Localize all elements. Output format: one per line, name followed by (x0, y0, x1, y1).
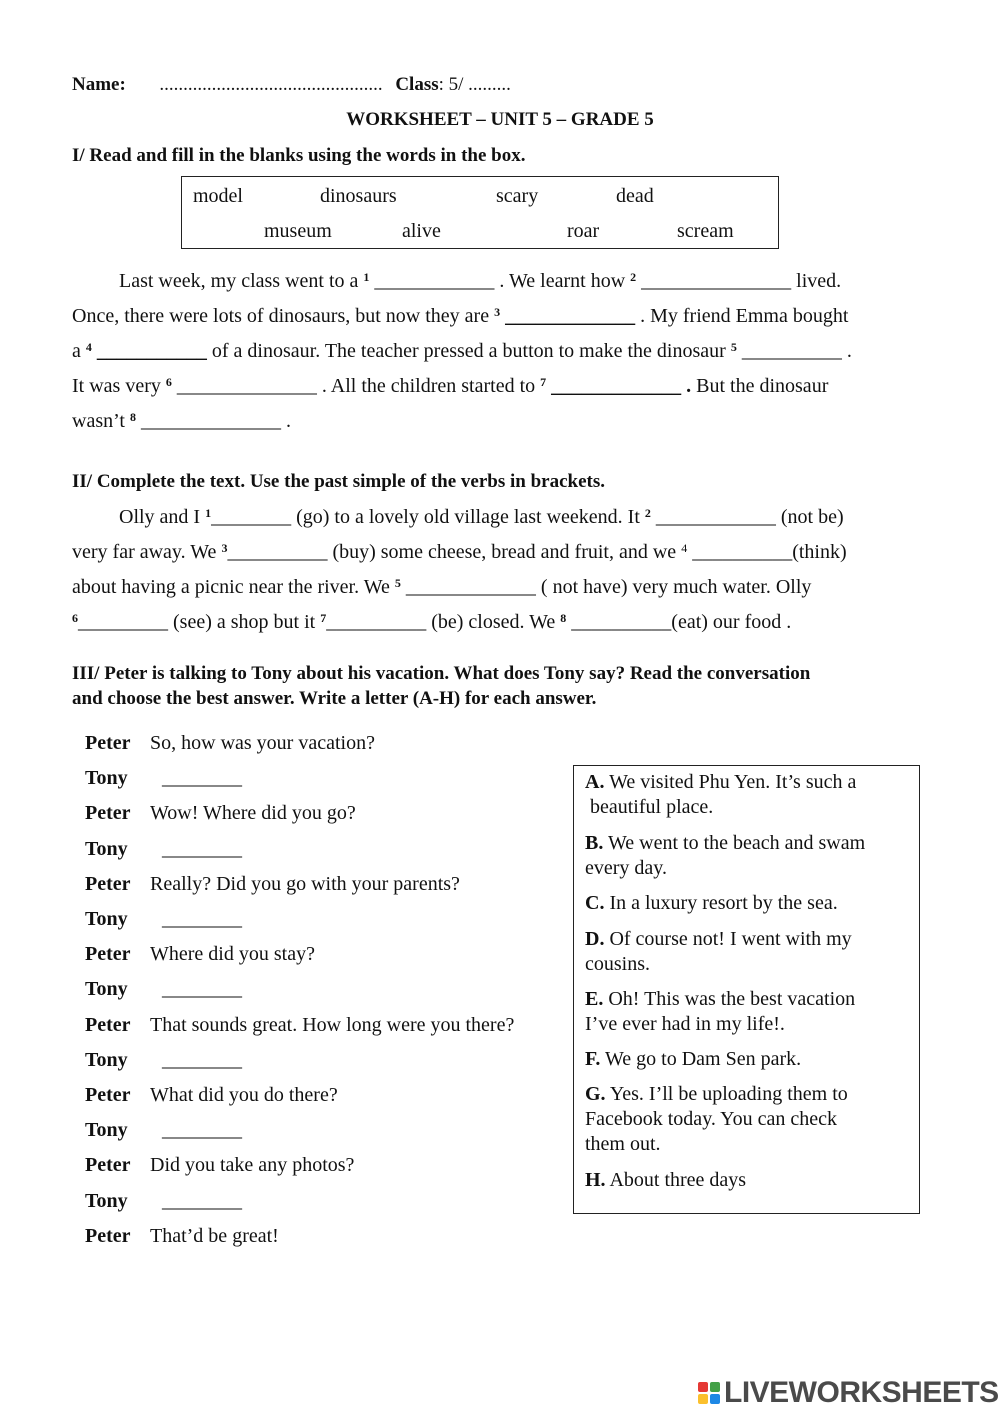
option-text: every day. (585, 857, 667, 879)
word-model: model (193, 185, 243, 207)
answer-blank[interactable]: ________ (162, 1119, 242, 1142)
text: wasn’t (72, 410, 130, 432)
s1-line-5 (72, 410, 291, 433)
option-letter: E. (585, 988, 604, 1010)
blank-5[interactable]: _____________ ( not have) very much water. Olly (400, 576, 812, 598)
s2-line-3 (72, 576, 811, 599)
option-h (585, 1168, 913, 1193)
option-text: Yes. I’ll be uploading them to (605, 1083, 848, 1105)
word-alive: alive (402, 220, 441, 242)
blank-2[interactable]: ____________ (not be) (650, 506, 844, 528)
option-letter: C. (585, 892, 605, 914)
blank-2[interactable]: _______________ lived. (636, 270, 842, 292)
speaker-peter: Peter (85, 1154, 131, 1177)
text: of a dinosaur. The teacher pressed a button to make the dinosaur (206, 340, 731, 362)
blank-3[interactable]: __________ (buy) some cheese, bread and fruit, and we (227, 541, 682, 563)
speaker-peter: Peter (85, 732, 131, 754)
text: very far away. We (72, 541, 222, 563)
blank-number: 7 (540, 375, 547, 389)
speaker-tony: Tony (85, 978, 128, 1001)
blank-number: 8 (129, 410, 136, 424)
option-text: I’ve ever had in my life!. (585, 1013, 785, 1035)
section3-heading-2: and choose the best answer. Write a letter (A-H) for each answer. (72, 688, 597, 709)
class-label: Class (395, 74, 439, 95)
option-e (585, 987, 913, 1037)
dialogue-line: That sounds great. How long were you there? (150, 1013, 515, 1036)
option-letter: G. (585, 1083, 606, 1105)
option-text: Facebook today. You can check (585, 1108, 837, 1130)
speaker-peter: Peter (85, 1013, 131, 1036)
speaker-peter: Peter (85, 1084, 131, 1106)
speaker-tony: Tony (85, 1048, 128, 1071)
blank-4[interactable]: ___________ (91, 340, 207, 362)
option-text: We go to Dam Sen park. (600, 1048, 802, 1070)
dialogue-line: What did you do there? (150, 1084, 338, 1106)
blank-6[interactable]: _________ (see) a shop but it (78, 611, 321, 633)
word-scream: scream (677, 220, 734, 242)
s1-line-2 (72, 305, 848, 328)
s1-line-3 (72, 340, 852, 363)
blank-8[interactable]: __________(eat) our food . (566, 611, 792, 633)
s2-line-1 (119, 506, 844, 529)
word-dinosaurs: dinosaurs (320, 185, 397, 207)
blank-number: 4 (681, 541, 688, 555)
answer-blank[interactable]: ________ (162, 837, 242, 860)
option-letter: D. (585, 928, 605, 950)
speaker-peter: Peter (85, 943, 131, 966)
name-label: Name: (72, 74, 126, 95)
option-text: cousins. (585, 953, 650, 975)
option-text: We visited Phu Yen. It’s such a (604, 771, 857, 793)
worksheet-title: WORKSHEET – UNIT 5 – GRADE 5 (346, 109, 654, 130)
speaker-tony: Tony (85, 1189, 128, 1212)
word-scary: scary (496, 185, 539, 207)
blank-number: 2 (644, 506, 651, 520)
option-letter: A. (585, 771, 605, 793)
speaker-tony: Tony (85, 908, 128, 930)
s1-line-4 (72, 375, 828, 398)
text: But the dinosaur (691, 375, 829, 397)
option-g (585, 1082, 913, 1157)
blank-number: 6 (165, 375, 172, 389)
class-value[interactable]: : 5/ ......... (438, 74, 511, 95)
s2-line-4 (72, 611, 791, 634)
blank-number: 3 (221, 541, 228, 555)
option-text: Oh! This was the best vacation (603, 988, 856, 1010)
word-museum: museum (264, 220, 332, 242)
logo-squares-icon (698, 1382, 720, 1404)
option-letter: F. (585, 1048, 601, 1070)
section2-heading: II/ Complete the text. Use the past simple of the verbs in brackets. (72, 471, 605, 492)
blank-number: 5 (394, 576, 401, 590)
option-text: them out. (585, 1133, 661, 1155)
option-text: In a luxury resort by the sea. (604, 892, 838, 914)
blank-8[interactable]: ______________ . (135, 410, 291, 432)
option-b (585, 831, 913, 881)
text: a (72, 340, 86, 362)
text: Olly and I (119, 506, 206, 528)
blank-number: 8 (560, 611, 567, 625)
blank-number: 4 (85, 340, 92, 354)
option-text: beautiful place. (585, 796, 714, 818)
dialogue-line: Really? Did you go with your parents? (150, 872, 460, 895)
blank-7[interactable]: _____________ . (546, 375, 692, 397)
dialogue-line: That’d be great! (150, 1224, 279, 1247)
liveworksheets-logo (698, 1376, 999, 1410)
answer-blank[interactable]: ________ (162, 908, 242, 930)
option-text: We went to the beach and swam (603, 832, 866, 854)
s1-line-1 (119, 270, 841, 293)
option-f (585, 1047, 913, 1072)
answer-blank[interactable]: ________ (162, 1048, 242, 1071)
option-text: Of course not! I went with my (604, 928, 852, 950)
speaker-tony: Tony (85, 767, 128, 790)
text: Last week, my class went to a (119, 270, 364, 292)
option-letter: B. (585, 832, 604, 854)
blank-number: 3 (494, 305, 501, 319)
option-c (585, 891, 913, 916)
speaker-peter: Peter (85, 872, 131, 895)
blank-number: 2 (630, 270, 637, 284)
blank-number: 1 (363, 270, 370, 284)
blank-7[interactable]: __________ (be) closed. We (326, 611, 561, 633)
section1-heading: I/ Read and fill in the blanks using the words in the box. (72, 145, 526, 166)
speaker-tony: Tony (85, 837, 128, 860)
speaker-peter: Peter (85, 1224, 131, 1247)
speaker-tony: Tony (85, 1119, 128, 1142)
option-d (585, 927, 913, 977)
option-text: About three days (605, 1169, 747, 1191)
blank-1[interactable]: ____________ . We learnt how (369, 270, 631, 292)
blank-number: 5 (730, 340, 737, 354)
blank-number: 6 (72, 611, 78, 625)
blank-3[interactable]: _____________ (500, 305, 636, 327)
answer-blank[interactable]: ________ (162, 978, 242, 1001)
dialogue-line: Wow! Where did you go? (150, 802, 356, 825)
word-dead: dead (616, 185, 654, 207)
blank-4[interactable]: __________(think) (687, 541, 847, 563)
answer-blank[interactable]: ________ (162, 1189, 242, 1212)
dialogue-line: So, how was your vacation? (150, 732, 375, 754)
blank-5[interactable]: __________ . (736, 340, 852, 362)
text: about having a picnic near the river. We (72, 576, 395, 598)
blank-number: 1 (205, 506, 212, 520)
blank-1[interactable]: ________ (go) to a lovely old village last weekend. It (211, 506, 645, 528)
text: It was very (72, 375, 166, 397)
text: . My friend Emma bought (635, 305, 849, 327)
logo-text: LIVEWORKSHEETS (724, 1376, 999, 1409)
word-roar: roar (567, 220, 600, 242)
answer-blank[interactable]: ________ (162, 767, 242, 790)
dialogue-line: Where did you stay? (150, 943, 315, 966)
s2-line-2 (72, 541, 847, 564)
name-blank[interactable]: ............................................... (159, 74, 383, 95)
speaker-peter: Peter (85, 802, 131, 825)
option-a (585, 770, 913, 820)
section3-heading-1: III/ Peter is talking to Tony about his vacation. What does Tony say? Read the conversation (72, 663, 811, 684)
dialogue-line: Did you take any photos? (150, 1154, 355, 1177)
blank-number: 7 (320, 611, 327, 625)
text: Once, there were lots of dinosaurs, but now they are (72, 305, 495, 327)
blank-6[interactable]: ______________ . All the children started to (171, 375, 541, 397)
option-letter: H. (585, 1169, 606, 1191)
name-line (72, 74, 511, 96)
